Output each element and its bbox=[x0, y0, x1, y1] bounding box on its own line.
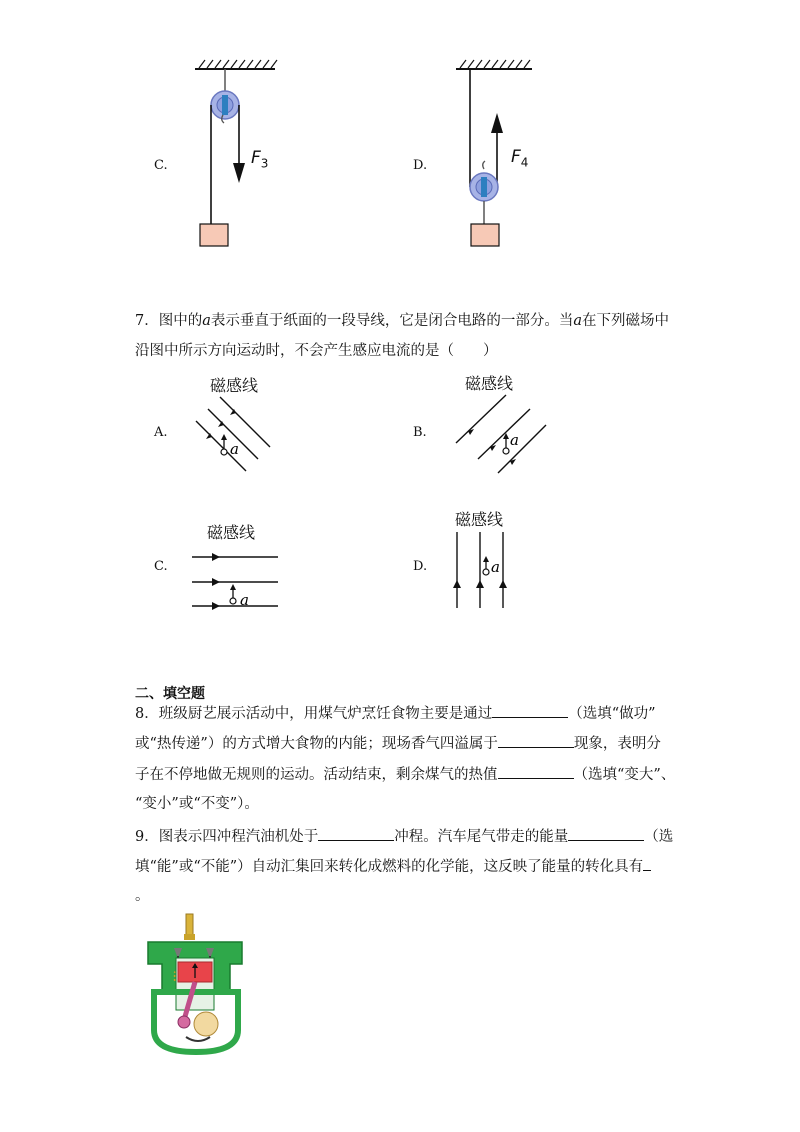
q7-stem-line2: 沿图中所示方向运动时，不会产生感应电流的是（ ） bbox=[135, 343, 498, 359]
q8-line1: 8．班级厨艺展示活动中，用煤气炉烹饪食物主要是通过 （选填“做功” bbox=[135, 703, 656, 724]
q8-line3: 子在不停地做无规则的运动。活动结束，剩余煤气的热值 （选填“变大”、 bbox=[135, 764, 675, 785]
conductor-label-c: a bbox=[240, 591, 249, 609]
field-diagram-b bbox=[450, 393, 560, 478]
blank-input[interactable] bbox=[318, 826, 394, 841]
blank-input[interactable] bbox=[498, 733, 574, 748]
q8-line2: 或“热传递”）的方式增大食物的内能；现场香气四溢属于 现象，表明分 bbox=[135, 733, 661, 754]
field-lines-label-a: 磁感线 bbox=[210, 376, 259, 395]
force-label-f3: $F_3$ bbox=[251, 148, 269, 171]
section-heading: 二、填空题 bbox=[135, 686, 205, 702]
field-diagram-c bbox=[190, 545, 285, 615]
blank-input[interactable] bbox=[498, 764, 574, 779]
conductor-label-d: a bbox=[491, 558, 500, 576]
q7-option-d-label: D. bbox=[413, 559, 428, 574]
conductor-label-a: a bbox=[230, 440, 239, 458]
q7-option-c-label: C. bbox=[154, 559, 168, 574]
pulley-diagram-c bbox=[185, 55, 295, 255]
q7-stem-line1: 7．图中的a表示垂直于纸面的一段导线，它是闭合电路的一部分。当a在下列磁场中 bbox=[135, 313, 670, 329]
q7-option-b-label: B. bbox=[413, 425, 427, 440]
q9-line2: 填“能”或“不能”）自动汇集回来转化成燃料的化学能，这反映了能量的转化具有 bbox=[135, 856, 651, 877]
blank-input[interactable] bbox=[492, 703, 568, 718]
q8-line4: “变小”或“不变”）。 bbox=[135, 796, 259, 812]
engine-diagram bbox=[146, 912, 246, 1062]
field-lines-label-d: 磁感线 bbox=[455, 510, 504, 529]
field-diagram-d bbox=[445, 530, 515, 610]
force-label-f4: $F_4$ bbox=[511, 147, 529, 170]
option-d-label: D. bbox=[413, 158, 428, 173]
q9-line1: 9．图表示四冲程汽油机处于 冲程。汽车尾气带走的能量 （选 bbox=[135, 826, 673, 847]
conductor-label-b: a bbox=[510, 431, 519, 449]
field-diagram-a bbox=[190, 395, 290, 475]
pulley-diagram-d bbox=[448, 55, 548, 255]
field-lines-label-b: 磁感线 bbox=[465, 374, 514, 393]
q7-option-a-label: A. bbox=[154, 425, 168, 440]
option-c-label: C. bbox=[154, 158, 168, 173]
q9-line3: 。 bbox=[135, 888, 150, 904]
field-lines-label-c: 磁感线 bbox=[207, 523, 256, 542]
blank-input[interactable] bbox=[643, 856, 651, 871]
blank-input[interactable] bbox=[568, 826, 644, 841]
